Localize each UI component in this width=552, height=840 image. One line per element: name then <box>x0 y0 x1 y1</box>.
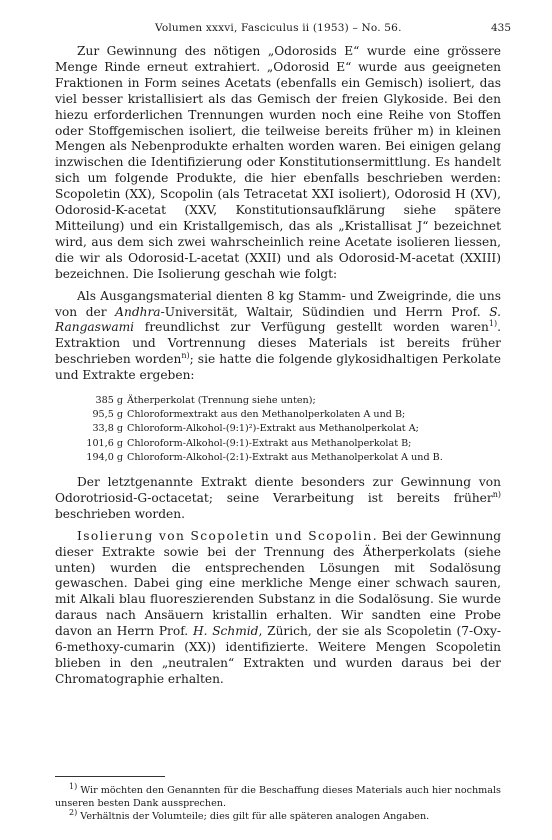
list-item <box>65 394 501 408</box>
text: freundlichst zur Verfügung gestellt worden waren <box>134 320 489 335</box>
page-number: 435 <box>490 22 511 34</box>
paragraph-last-extract <box>55 475 501 523</box>
text: -Universität, Waltair, Südindien und Herrn Prof. <box>160 304 490 319</box>
text: Als Ausgangsmaterial dienten 8 kg Stamm- und Zweigrinde, die uns von der <box>55 288 501 319</box>
description: Chloroformextrakt aus den Methanolperkolaten A und B; <box>127 409 406 421</box>
footnote-ref: n) <box>181 351 190 361</box>
running-header <box>55 22 511 38</box>
university-name: Andhra <box>115 304 161 319</box>
list-item <box>65 451 501 465</box>
paragraph-intro: Zur Gewinnung des nötigen „Odorosids E“ wurde eine grössere Menge Rinde erneut extrahiert. „Odorosid E“ wurde aus geeigneten Fraktionen in Form seines Acetats (ebenfalls ein Gemisch) isoliert, das viel besser kristallisiert als das Gemisch der freien Glykoside. Bei den hiezu erforderlichen Trennungen wurden noch eine Reihe von Stoffen oder Stoffgemischen isoliert, die teilweise bereits früher m) in kleinen Mengen als Nebenprodukte erhalten worden waren. Bei einigen gelang inzwischen die Identifizierung oder Konstitutionsermittlung. Es handelt sich um folgende Produkte, die hier ebenfalls beschrieben werden: Scopoletin (XX), Scopolin (als Tetracetat XXI isoliert), Odorosid H (XV), Odorosid-K-acetat (XXV, Konstitutionsaufklärung siehe spätere Mitteilung) und ein Kristallgemisch, das als „Kristallisat J“ bezeichnet wird, aus dem sich zwei wahrscheinlich reine Acetate isolieren liessen, die wir als Odorosid-L-acetat (XXII) und als Odorosid-M-acetat (XXIII) bezeichnen. Die Isolierung geschah wie folgt: <box>55 44 501 281</box>
paragraph-material <box>55 289 501 384</box>
footnote-mark: 1) <box>69 781 78 791</box>
footnotes <box>55 781 501 823</box>
description: Chloroform-Alkohol-(9:1)-Extrakt aus Methanolperkolat B; <box>127 437 412 449</box>
text: beschrieben worden. <box>55 506 185 521</box>
quantity: 95,5 g <box>92 409 123 421</box>
list-item <box>65 408 501 422</box>
quantity: 194,0 g <box>86 451 123 463</box>
footnote <box>55 781 501 810</box>
extract-list <box>65 394 501 465</box>
footnote <box>55 807 501 823</box>
list-item <box>65 422 501 436</box>
section-heading: Isolierung von Scopoletin und Scopolin. <box>77 528 378 543</box>
footnote-text: Verhältnis der Volumteile; dies gilt für alle späteren analogen Angaben. <box>77 811 430 822</box>
list-item <box>65 437 501 451</box>
person-name: S. Rangaswami <box>55 304 501 335</box>
footnote-mark: 2) <box>69 807 78 817</box>
quantity: 101,6 g <box>86 437 123 449</box>
description: Chloroform-Alkohol-(2:1)-Extrakt aus Methanolperkolat A und B. <box>127 451 443 463</box>
description: Ätherperkolat (Trennung siehe unten); <box>127 395 316 407</box>
description: Chloroform-Alkohol-(9:1)²)-Extrakt aus Methanolperkolat A; <box>127 423 419 435</box>
footnote-ref: 1) <box>488 319 498 329</box>
text: ; sie hatte die folgende glykosidhaltigen Perkolate und Extrakte ergeben: <box>55 352 501 383</box>
text: Bei der Gewinnung dieser Extrakte sowie bei der Trennung des Ätherperkolats (siehe unten) wurden die entsprechenden Lösungen mit Sodalösung gewaschen. Dabei ging eine merkliche Menge einer schwach sauren, mit Alkali blau fluoreszierenden Substanz in die Sodalösung. Sie wurde daraus nach Ansäuern kristallin erhalten. Wir sandten eine Probe davon an Herrn Prof. <box>55 528 502 639</box>
footnote-divider <box>55 776 165 777</box>
paragraph-scopoletin <box>55 529 501 688</box>
journal-citation: Volumen xxxvi, Fasciculus ii (1953) – No. 56. <box>155 22 402 34</box>
text: , Zürich, der sie als Scopoletin (7-Oxy-6-methoxy-cumarin (XX)) identifizierte. Weitere Mengen Scopoletin blieben in den „neutralen“ Extrakten und wurden daraus bei der Chromatographie erhalten. <box>55 624 501 686</box>
footnote-ref: n) <box>492 489 501 499</box>
person-name: H. Schmid <box>192 624 259 639</box>
text: Der letztgenannte Extrakt diente besonders zur Gewinnung von Odorotriosid-G-octacetat; seine Verarbeitung ist bereits früher <box>55 475 501 505</box>
quantity: 385 g <box>95 395 123 407</box>
quantity: 33,8 g <box>92 423 123 435</box>
footnote-text: Wir möchten den Genannten für die Beschaffung dieses Materials auch hier nochmals unseren besten Dank aussprechen. <box>55 785 501 809</box>
text: . Extraktion und Vortrennung dieses Materials ist bereits früher beschrieben worden <box>55 320 501 367</box>
article-body <box>55 44 501 688</box>
